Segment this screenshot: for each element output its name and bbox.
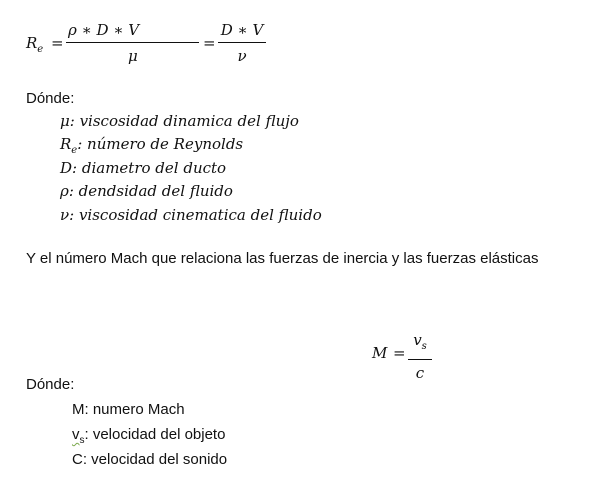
reynolds-lhs-subscript: e <box>37 44 44 55</box>
def-symbol: v <box>72 426 80 443</box>
definition-viscosidad-dinamica <box>60 112 299 133</box>
fraction-2-numerator: D ∗ V <box>220 21 264 39</box>
def-text: : dendsidad del fluido <box>68 182 233 200</box>
mach-denominator: c <box>415 364 425 382</box>
definition-mach <box>72 401 185 421</box>
donde-label-2: Dónde: <box>26 376 75 393</box>
spellcheck-underlined-symbol <box>72 426 85 446</box>
def-symbol: C <box>72 451 83 468</box>
mach-fraction-bar <box>408 359 432 360</box>
mach-lhs: M <box>372 344 388 362</box>
def-symbol: ν <box>60 206 70 224</box>
fraction-1-denominator: μ <box>128 47 138 65</box>
def-text: : número de Reynolds <box>77 135 244 153</box>
def-text: : viscosidad dinamica del flujo <box>69 112 299 130</box>
fraction-1-bar <box>66 42 199 43</box>
definition-reynolds <box>60 135 243 156</box>
reynolds-lhs <box>26 34 43 55</box>
mach-numerator <box>408 331 432 356</box>
mach-numerator-symbol: v <box>413 331 422 349</box>
def-symbol: R <box>60 135 72 153</box>
definition-viscosidad-cinematica <box>60 206 322 227</box>
mach-sentence: Y el número Mach que relaciona las fuerzas de inercia y las fuerzas elásticas <box>26 250 539 267</box>
definition-velocidad-objeto <box>72 426 225 446</box>
mach-equals-sign: = <box>393 344 406 362</box>
def-text: : numero Mach <box>84 401 185 418</box>
def-symbol: M <box>72 401 85 418</box>
reynolds-fraction-1 <box>66 21 199 65</box>
def-text: : velocidad del objeto <box>84 426 226 443</box>
fraction-1-numerator: ρ ∗ D ∗ V <box>68 21 140 39</box>
definition-densidad <box>60 182 233 203</box>
definition-velocidad-sonido <box>72 451 227 471</box>
donde-label-1: Dónde: <box>26 90 75 107</box>
reynolds-lhs-symbol: R <box>26 34 38 52</box>
def-symbol: ρ <box>60 182 69 200</box>
def-text: : diametro del ducto <box>72 159 227 177</box>
def-text: : velocidad del sonido <box>82 451 228 468</box>
def-subscript: e <box>71 145 78 156</box>
equals-sign-1: = <box>51 34 64 52</box>
mach-fraction <box>408 331 432 382</box>
equals-sign-2: = <box>203 34 216 52</box>
fraction-2-bar <box>218 42 266 43</box>
reynolds-fraction-2 <box>218 21 266 65</box>
def-symbol: μ <box>60 112 70 130</box>
def-symbol: D <box>60 159 73 177</box>
def-text: : viscosidad cinematica del fluido <box>69 206 322 224</box>
def-subscript: s <box>79 435 85 446</box>
fraction-2-denominator: ν <box>237 47 247 65</box>
definition-diametro <box>60 159 226 180</box>
mach-numerator-subscript: s <box>421 341 427 352</box>
